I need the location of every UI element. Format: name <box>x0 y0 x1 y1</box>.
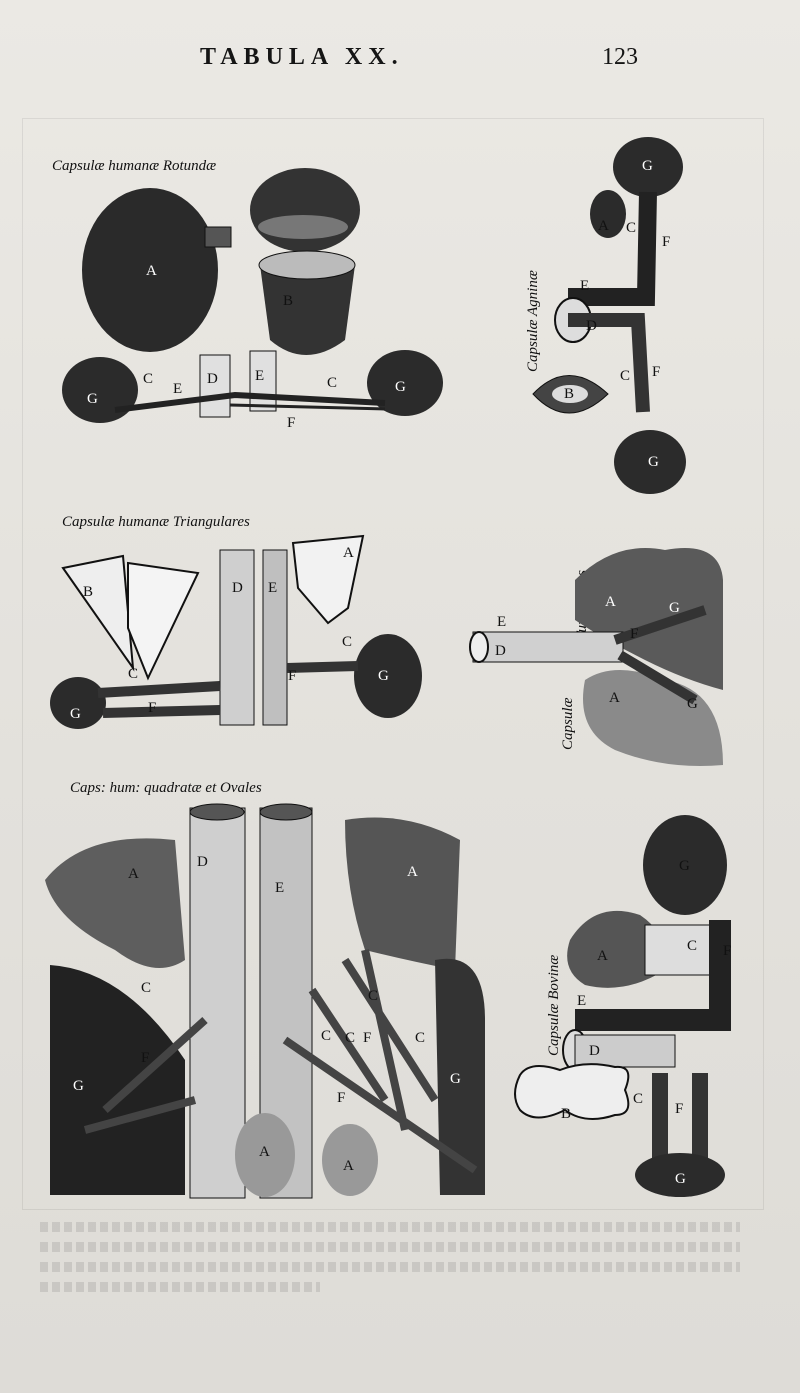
fig4-label-e: E <box>497 614 507 630</box>
caption-capsulae-turf: Capsulæ <box>560 697 576 750</box>
fig5-label-f3: F <box>337 1090 346 1106</box>
figure-turfiformes <box>465 540 725 770</box>
fig2-label-c1: C <box>626 220 637 236</box>
fig4-label-g2: G <box>687 696 698 712</box>
fig4-label-g1: G <box>669 600 680 616</box>
fig5-label-d: D <box>197 854 208 870</box>
caption-rotundae: Capsulæ humanæ Rotundæ <box>52 158 217 174</box>
fig5-label-g2: G <box>450 1071 461 1087</box>
figure-triangulares <box>48 528 428 733</box>
fig6-label-g2: G <box>675 1171 686 1187</box>
fig1-label-g1: G <box>87 391 98 407</box>
fig2-label-e: E <box>580 278 590 294</box>
page-number: 123 <box>602 44 638 70</box>
plate-title: TABULA XX. <box>200 44 404 70</box>
fig2-label-b: B <box>564 386 575 402</box>
caption-bovinae: Capsulæ Bovinæ <box>546 954 562 1056</box>
fig5-label-a2: A <box>407 864 418 880</box>
fig1-label-f: F <box>287 415 296 431</box>
fig3-label-f: F <box>288 668 297 684</box>
fig5-label-c4: C <box>345 1030 356 1046</box>
fig5-label-f1: F <box>141 1050 150 1066</box>
fig5-label-c1: C <box>141 980 152 996</box>
fig4-label-a2: A <box>609 690 620 706</box>
fig1-label-e1: E <box>173 381 183 397</box>
fig4-label-a1: A <box>605 594 616 610</box>
fig5-label-c2: C <box>368 988 379 1004</box>
fig6-label-c1: C <box>687 938 698 954</box>
fig5-label-e: E <box>275 880 285 896</box>
fig6-label-b: B <box>561 1106 572 1122</box>
fig1-label-d: D <box>207 371 218 387</box>
fig4-label-d: D <box>495 643 506 659</box>
fig6-label-g1: G <box>679 858 690 874</box>
fig6-label-a: A <box>597 948 608 964</box>
caption-triangulares: Capsulæ humanæ Triangulares <box>62 514 250 530</box>
fig2-label-a: A <box>598 218 609 234</box>
fig1-label-g2: G <box>395 379 406 395</box>
fig5-label-f2: F <box>363 1030 372 1046</box>
fig1-label-b: B <box>283 293 294 309</box>
figure-bovinae <box>505 805 740 1200</box>
fig5-label-g1: G <box>73 1078 84 1094</box>
fig2-label-d: D <box>586 318 597 334</box>
fig5-label-c5: C <box>415 1030 426 1046</box>
fig5-label-a4: A <box>343 1158 354 1174</box>
figure-rotundae <box>55 165 455 435</box>
fig3-label-e: E <box>268 580 278 596</box>
fig3-label-b: B <box>83 584 94 600</box>
fig2-label-g2: G <box>648 454 659 470</box>
fig3-label-g1: G <box>378 668 389 684</box>
fig3-label-d: D <box>232 580 243 596</box>
fig4-label-f: F <box>630 626 639 642</box>
figure-quadratae <box>45 800 485 1200</box>
fig6-label-d: D <box>589 1043 600 1059</box>
fig2-label-g1: G <box>642 158 653 174</box>
fig6-label-f1: F <box>723 943 732 959</box>
page-header <box>0 44 800 84</box>
fig3-label-c2: C <box>128 666 139 682</box>
fig5-label-a1: A <box>128 866 139 882</box>
fig2-label-f1: F <box>662 234 671 250</box>
fig2-label-c2: C <box>620 368 631 384</box>
fig6-label-f2: F <box>675 1101 684 1117</box>
fig5-label-a3: A <box>259 1144 270 1160</box>
caption-quadratae: Caps: hum: quadratæ et Ovales <box>70 780 262 796</box>
fig1-label-a: A <box>146 263 157 279</box>
fig1-label-c2: C <box>327 375 338 391</box>
fig3-label-c1: C <box>342 634 353 650</box>
fig6-label-c2: C <box>633 1091 644 1107</box>
fig2-label-f2: F <box>652 364 661 380</box>
fig1-label-e2: E <box>255 368 265 384</box>
show-through-text <box>40 1212 740 1322</box>
fig5-label-c3: C <box>321 1028 332 1044</box>
fig1-label-c1: C <box>143 371 154 387</box>
fig3-label-g2: G <box>70 706 81 722</box>
figure-agninae <box>528 132 698 502</box>
fig3-label-a: A <box>343 545 354 561</box>
fig3-label-ff: F <box>148 700 157 716</box>
caption-agninae: Capsulæ Agninæ <box>525 270 541 372</box>
fig6-label-e: E <box>577 993 587 1009</box>
